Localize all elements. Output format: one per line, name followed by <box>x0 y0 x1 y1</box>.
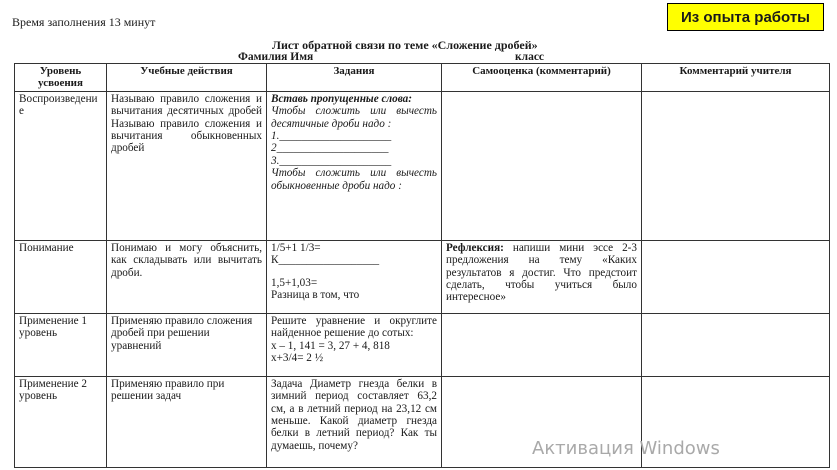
task-line: Задача Диаметр гнезда белки в зимний период составляет 63,2 см, а в летний период на 23,12 см меньше. Какой диаметр гнезда белки в летний период? Как ты думаешь, почему? <box>271 377 437 452</box>
task-cell <box>267 313 442 376</box>
actions-cell: Называю правило сложения и вычитания десятичных дробей Называю правило сложения и вычитания обыкновенных дробей <box>107 91 267 240</box>
teacher-comment-cell[interactable] <box>642 313 830 376</box>
task-line: 1,5+1,03= <box>271 276 318 289</box>
column-header: Задания <box>267 64 442 92</box>
class-label: класс <box>515 51 545 63</box>
self-assessment-cell[interactable] <box>442 313 642 376</box>
actions-cell: Применяю правило при решении задач <box>107 376 267 467</box>
task-cell <box>267 376 442 467</box>
teacher-comment-cell[interactable] <box>642 91 830 240</box>
time-note: Время заполнения 13 минут <box>12 15 156 29</box>
column-header: Комментарий учителя <box>642 64 830 92</box>
windows-activation-watermark: Активация Windows <box>532 438 720 459</box>
table-row <box>15 91 830 240</box>
task-line: х+3/4= 2 ½ <box>271 352 324 365</box>
self-assessment-cell[interactable] <box>442 91 642 240</box>
task-cell <box>267 240 442 313</box>
column-header: Самооценка (комментарий) <box>442 64 642 92</box>
task-line: 1/5+1 1/3= <box>271 241 321 254</box>
task-line: К__________________ <box>271 254 380 267</box>
table-row <box>15 240 830 313</box>
task-line: Решите уравнение и округлите найденное решение до сотых: <box>271 314 437 340</box>
task-cell <box>267 91 442 240</box>
task-line: 2____________________ <box>271 142 389 155</box>
task-line: х – 1, 141 = 3, 27 + 4, 818 <box>271 339 390 352</box>
teacher-comment-cell[interactable] <box>642 240 830 313</box>
page-title: Лист обратной связи по теме «Сложение дробей» <box>272 38 538 52</box>
reflection-label: Рефлексия: <box>446 241 504 254</box>
actions-cell: Применяю правило сложения дробей при решении уравнений <box>107 313 267 376</box>
task-heading: Вставь пропущенные слова: <box>271 92 413 105</box>
column-header: Учебные действия <box>107 64 267 92</box>
name-label: Фамилия Имя <box>238 51 314 63</box>
table-header-row <box>15 64 830 92</box>
task-line: Чтобы сложить или вычесть десятичные дроби надо : <box>271 105 437 130</box>
task-line: 3.____________________ <box>271 154 392 167</box>
column-header: Уровень усвоения <box>15 64 107 92</box>
reflection-text: напиши мини эссе 2-3 предложения на тему «Каких результатов я достиг. Что предстоит сделать, чтобы учиться было интересное» <box>446 241 638 304</box>
level-cell: Воспроизведение <box>15 91 107 240</box>
level-cell: Понимание <box>15 240 107 313</box>
feedback-table <box>14 63 830 468</box>
table-row <box>15 313 830 376</box>
task-line: Разница в том, что <box>271 289 360 302</box>
level-cell: Применение 2 уровень <box>15 376 107 467</box>
task-line: 1.____________________ <box>271 130 392 143</box>
task-line: Чтобы сложить или вычесть обыкновенные дроби надо : <box>271 167 437 192</box>
actions-cell: Понимаю и могу объяснить, как складывать или вычитать дроби. <box>107 240 267 313</box>
self-assessment-cell[interactable] <box>442 240 642 313</box>
experience-badge: Из опыта работы <box>667 3 824 31</box>
level-cell: Применение 1 уровень <box>15 313 107 376</box>
